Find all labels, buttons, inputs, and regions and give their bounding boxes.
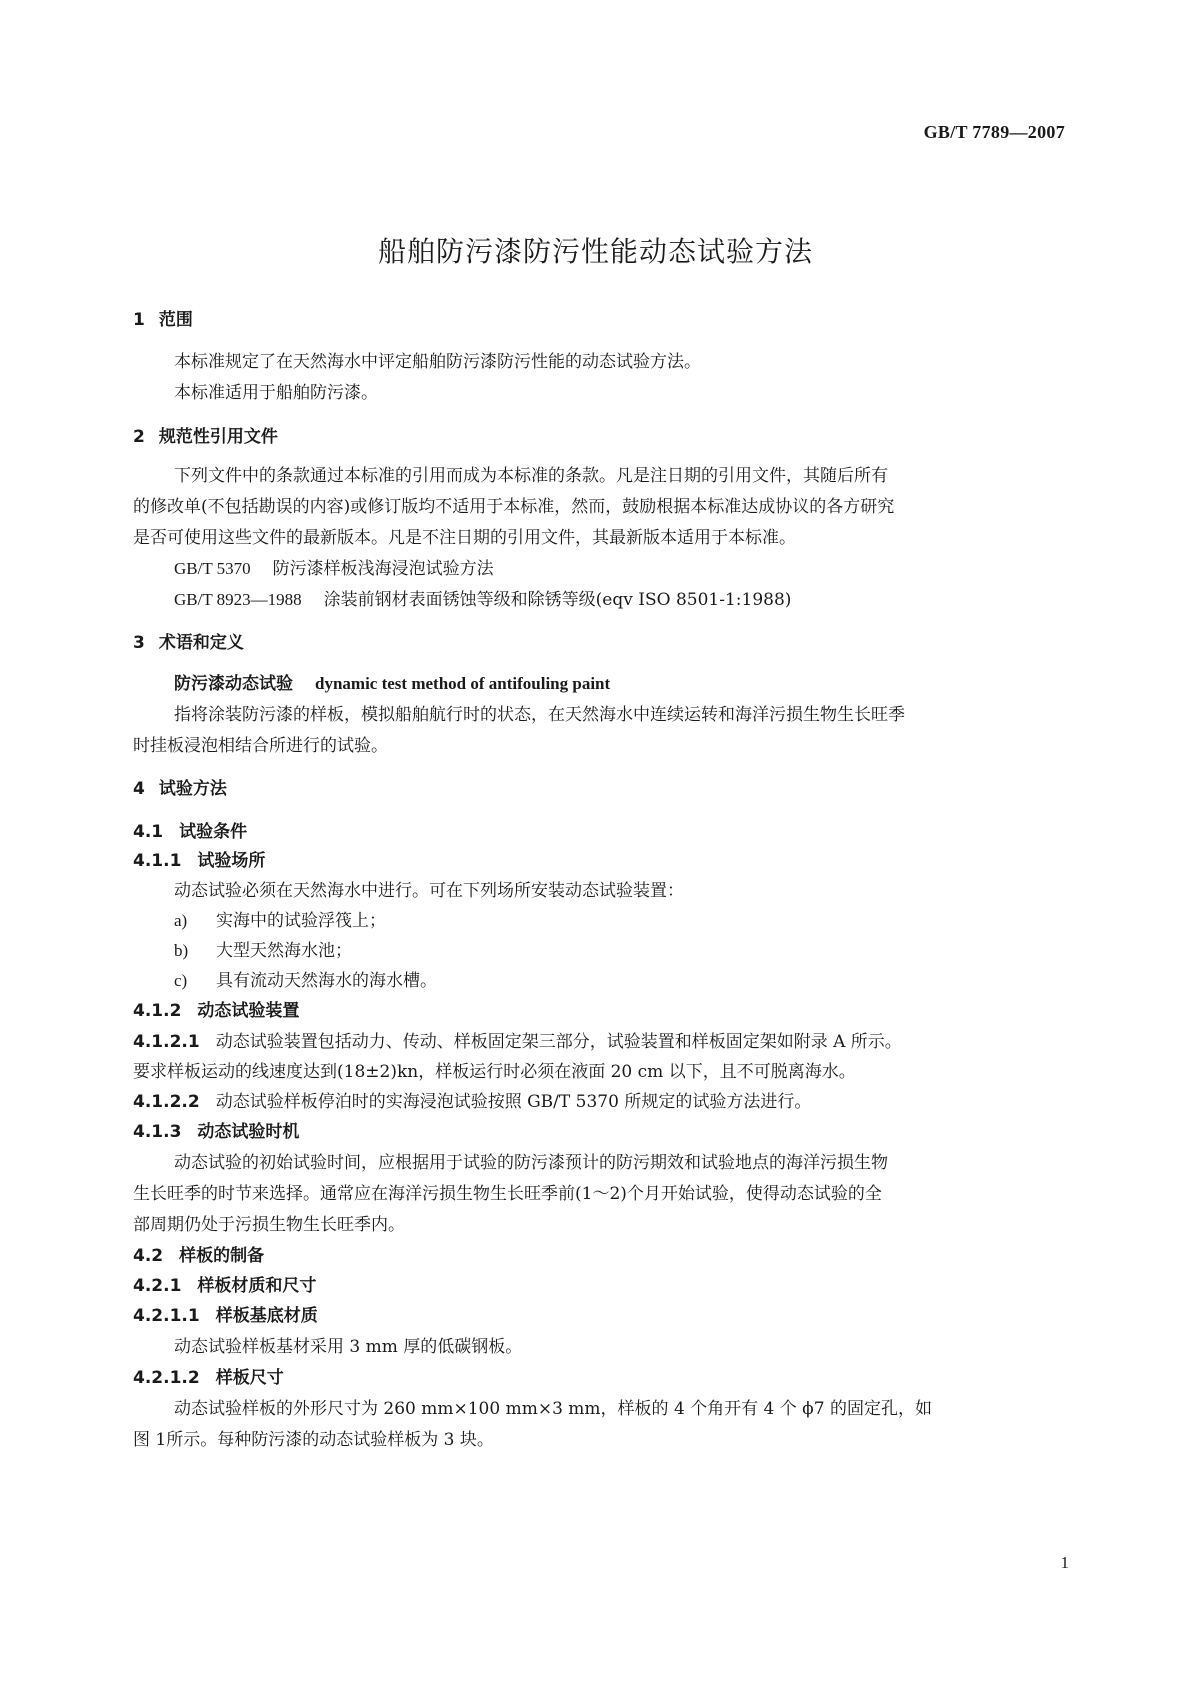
clause-4-1-2-1-line-2: 要求样板运动的线速度达到(18±2)kn，样板运行时必须在液面 20 cm 以下，且不可脱离海水。 — [133, 1062, 856, 1082]
s2-paragraph-line-2: 的修改单(不包括勘误的内容)或修订版均不适用于本标准，然而，鼓励根据本标准达成协议的各方研究 — [133, 497, 895, 517]
list-text: 具有流动天然海水的海水槽。 — [216, 971, 437, 991]
clause-number: 4.2.1.1 — [133, 1306, 200, 1326]
document-title: 船舶防污漆防污性能动态试验方法 — [377, 235, 813, 268]
reference-code: GB/T 8923—1988 — [174, 590, 302, 609]
section-title: 试验方法 — [158, 779, 227, 799]
clause-4-1-1-paragraph: 动态试验必须在天然海水中进行。可在下列场所安装动态试验装置： — [174, 881, 684, 901]
clause-number: 4.2.1.2 — [133, 1368, 200, 1388]
clause-title: 试验场所 — [197, 851, 266, 871]
list-marker: b) — [174, 941, 189, 960]
list-marker: a) — [174, 911, 188, 930]
reference-title: 防污漆样板浅海浸泡试验方法 — [272, 559, 494, 579]
list-item — [174, 936, 352, 961]
clause-4-1-2-2 — [133, 1087, 811, 1112]
term-chinese: 防污漆动态试验 — [174, 674, 293, 694]
s1-paragraph-2: 本标准适用于船舶防污漆。 — [174, 383, 378, 403]
clause-4-1-3-line-1: 动态试验的初始试验时间，应根据用于试验的防污漆预计的防污期效和试验地点的海洋污损生物 — [174, 1153, 888, 1173]
clause-text: 动态试验样板停泊时的实海浸泡试验按照 GB/T 5370 所规定的试验方法进行。 — [215, 1092, 812, 1112]
section-number: 4 — [133, 779, 145, 799]
section-1-heading — [133, 305, 193, 330]
list-marker: c) — [174, 971, 188, 990]
s2-paragraph-line-1: 下列文件中的条款通过本标准的引用而成为本标准的条款。凡是注日期的引用文件，其随后所有 — [174, 466, 888, 486]
page-number: 1 — [1060, 1553, 1069, 1572]
section-title: 术语和定义 — [158, 633, 244, 653]
list-item — [174, 906, 386, 931]
standard-code: GB/T 7789—2007 — [923, 122, 1065, 142]
normative-reference — [174, 585, 791, 610]
clause-number: 4.1.2.1 — [133, 1032, 200, 1052]
clause-number: 4.2 — [133, 1246, 164, 1266]
term-english: dynamic test method of antifouling paint — [315, 674, 611, 693]
s2-paragraph-line-3: 是否可使用这些文件的最新版本。凡是不注日期的引用文件，其最新版本适用于本标准。 — [133, 528, 796, 548]
clause-title: 样板基底材质 — [215, 1306, 318, 1326]
clause-number: 4.1.2.2 — [133, 1092, 200, 1112]
clause-4-1-2-1 — [133, 1027, 902, 1052]
section-number: 3 — [133, 633, 145, 653]
reference-code: GB/T 5370 — [174, 559, 251, 578]
clause-4-2-1-1-paragraph: 动态试验样板基材采用 3 mm 厚的低碳钢板。 — [174, 1337, 523, 1357]
section-number: 1 — [133, 310, 145, 330]
clause-title: 动态试验装置 — [197, 1001, 300, 1021]
clause-4-2-1-heading — [133, 1271, 316, 1296]
clause-number: 4.2.1 — [133, 1276, 182, 1296]
clause-4-2-1-2-line-1: 动态试验样板的外形尺寸为 260 mm×100 mm×3 mm，样板的 4 个角开有 4 个 ϕ7 的固定孔，如 — [174, 1399, 932, 1419]
list-text: 实海中的试验浮筏上； — [216, 911, 386, 931]
clause-number: 4.1.1 — [133, 851, 182, 871]
clause-number: 4.1 — [133, 822, 164, 842]
s3-definition-line-1: 指将涂装防污漆的样板，模拟船舶航行时的状态，在天然海水中连续运转和海洋污损生物生长旺季 — [174, 705, 905, 725]
clause-4-1-3-line-3: 部周期仍处于污损生物生长旺季内。 — [133, 1215, 405, 1235]
clause-4-2-1-1-heading — [133, 1301, 318, 1326]
clause-title: 试验条件 — [179, 822, 248, 842]
section-title: 规范性引用文件 — [158, 427, 278, 447]
clause-4-1-3-line-2: 生长旺季的时节来选择。通常应在海洋污损生物生长旺季前(1～2)个月开始试验，使得动态试验的全 — [133, 1184, 882, 1204]
clause-title: 样板的制备 — [179, 1246, 265, 1266]
clause-4-1-2-heading — [133, 996, 299, 1021]
section-number: 2 — [133, 427, 145, 447]
clause-title: 动态试验时机 — [197, 1122, 300, 1142]
clause-4-2-1-2-line-2: 图 1所示。每种防污漆的动态试验样板为 3 块。 — [133, 1430, 494, 1450]
clause-4-2-heading — [133, 1241, 264, 1266]
clause-number: 4.1.3 — [133, 1122, 182, 1142]
list-text: 大型天然海水池； — [216, 941, 352, 961]
clause-title: 样板材质和尺寸 — [197, 1276, 317, 1296]
section-2-heading — [133, 422, 278, 447]
section-title: 范围 — [158, 310, 193, 330]
clause-4-1-1-heading — [133, 846, 265, 871]
clause-title: 样板尺寸 — [215, 1368, 284, 1388]
s3-definition-line-2: 时挂板浸泡相结合所进行的试验。 — [133, 736, 388, 756]
normative-reference — [174, 554, 494, 579]
clause-number: 4.1.2 — [133, 1001, 182, 1021]
section-4-heading — [133, 774, 227, 799]
clause-4-1-3-heading — [133, 1117, 299, 1142]
clause-text-line-1: 动态试验装置包括动力、传动、样板固定架三部分，试验装置和样板固定架如附录 A 所示。 — [215, 1032, 902, 1052]
term-entry — [174, 669, 610, 694]
list-item — [174, 966, 437, 991]
clause-4-1-heading — [133, 817, 247, 842]
clause-4-2-1-2-heading — [133, 1363, 284, 1388]
section-3-heading — [133, 628, 244, 653]
s1-paragraph-1: 本标准规定了在天然海水中评定船舶防污漆防污性能的动态试验方法。 — [174, 352, 701, 372]
reference-title: 涂装前钢材表面锈蚀等级和除锈等级(eqv ISO 8501-1:1988) — [323, 590, 792, 610]
